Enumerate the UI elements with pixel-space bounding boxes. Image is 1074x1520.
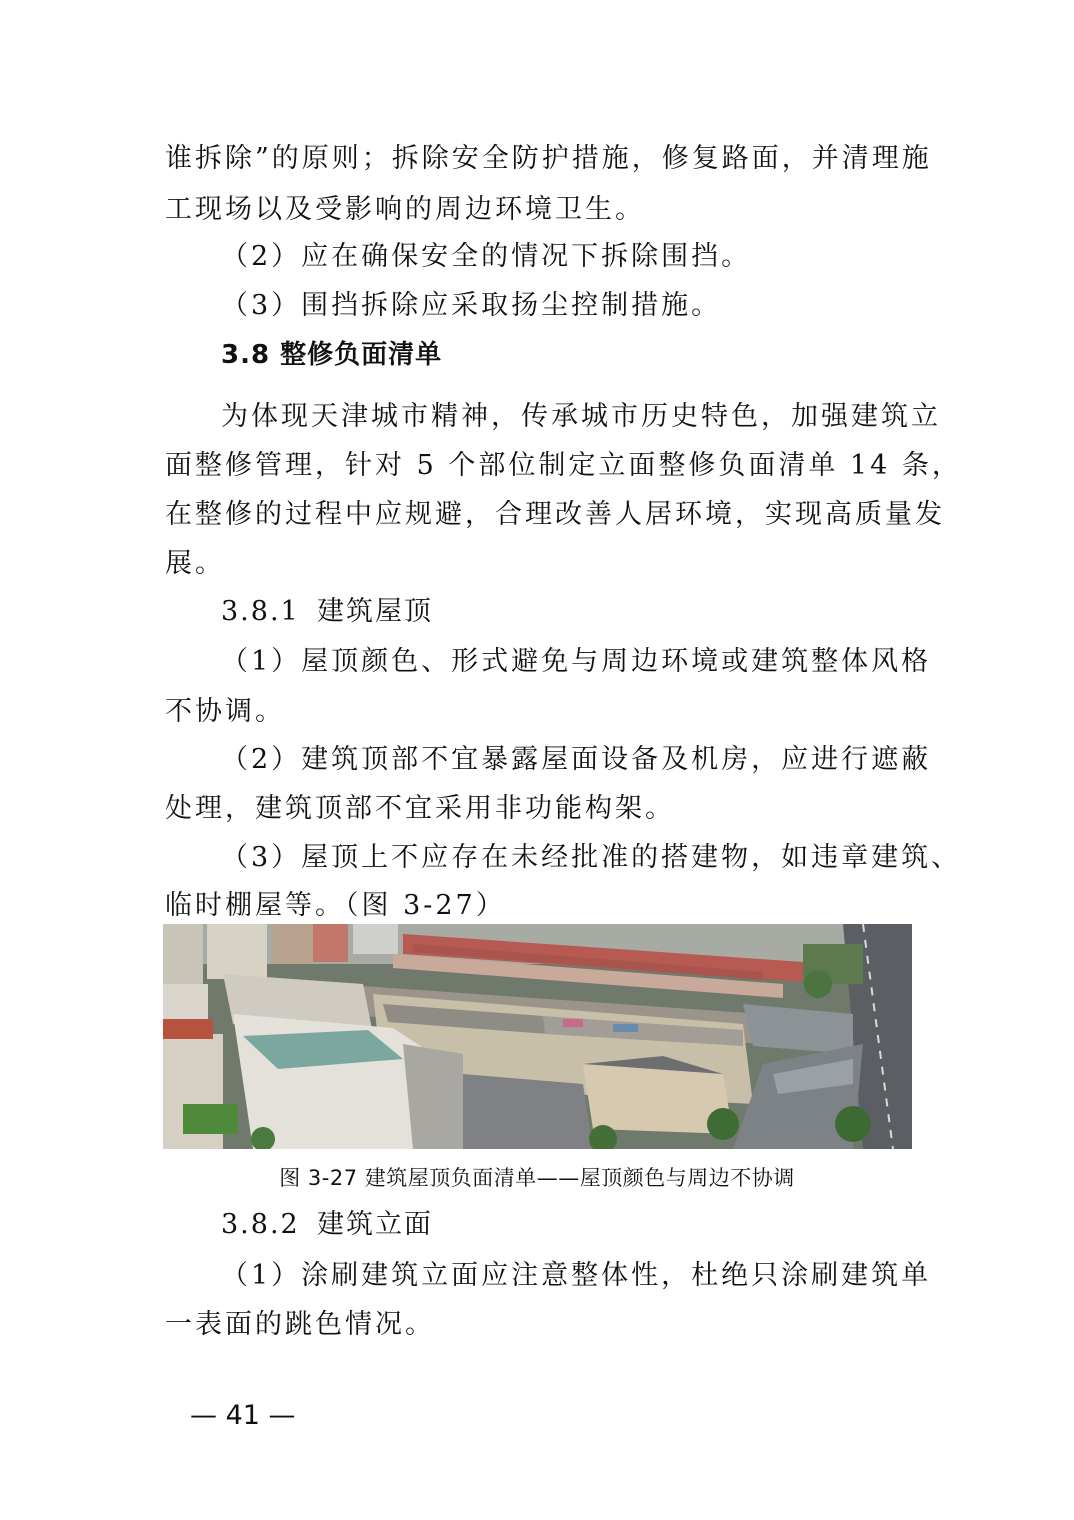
list-item: （2）应在确保安全的情况下拆除围挡。 xyxy=(221,241,752,272)
paragraph-line: 处理，建筑顶部不宜采用非功能构架。 xyxy=(165,793,675,824)
paragraph-line: 谁拆除”的原则；拆除安全防护措施，修复路面，并清理施 xyxy=(165,143,932,174)
subsection-heading xyxy=(165,1199,969,1251)
paragraph-line: 一表面的跳色情况。 xyxy=(165,1309,435,1340)
subsection-title: 建筑立面 xyxy=(317,1209,433,1240)
paragraph-line: 展。 xyxy=(165,548,225,579)
subsection-number: 3.8.1 xyxy=(221,596,300,627)
aerial-city-photo xyxy=(163,924,912,1149)
list-item: （2）建筑顶部不宜暴露屋面设备及机房，应进行遮蔽 xyxy=(221,744,932,775)
section-heading: 3.8 整修负面清单 xyxy=(221,340,443,370)
subsection-number: 3.8.2 xyxy=(221,1209,300,1240)
list-item: （1）涂刷建筑立面应注意整体性，杜绝只涂刷建筑单 xyxy=(221,1260,932,1291)
page-number: — 41 — xyxy=(190,1400,296,1431)
paragraph-line: 不协调。 xyxy=(165,696,285,727)
paragraph-line: 在整修的过程中应规避，合理改善人居环境，实现高质量发 xyxy=(165,499,945,530)
subsection-heading xyxy=(165,586,969,638)
paragraph-line: 工现场以及受影响的周边环境卫生。 xyxy=(165,194,645,225)
figure-caption: 图 3-27 建筑屋顶负面清单——屋顶颜色与周边不协调 xyxy=(279,1166,795,1190)
paragraph-line: 面整修管理，针对 5 个部位制定立面整修负面清单 14 条， xyxy=(165,450,962,481)
paragraph-line: 临时棚屋等。（图 3-27） xyxy=(165,890,506,921)
subsection-title: 建筑屋顶 xyxy=(317,596,433,627)
list-item: （3）屋顶上不应存在未经批准的搭建物，如违章建筑、 xyxy=(221,842,962,873)
paragraph-line: 为体现天津城市精神，传承城市历史特色，加强建筑立 xyxy=(221,401,941,432)
list-item: （1）屋顶颜色、形式避免与周边环境或建筑整体风格 xyxy=(221,646,932,677)
list-item: （3）围挡拆除应采取扬尘控制措施。 xyxy=(221,290,722,321)
